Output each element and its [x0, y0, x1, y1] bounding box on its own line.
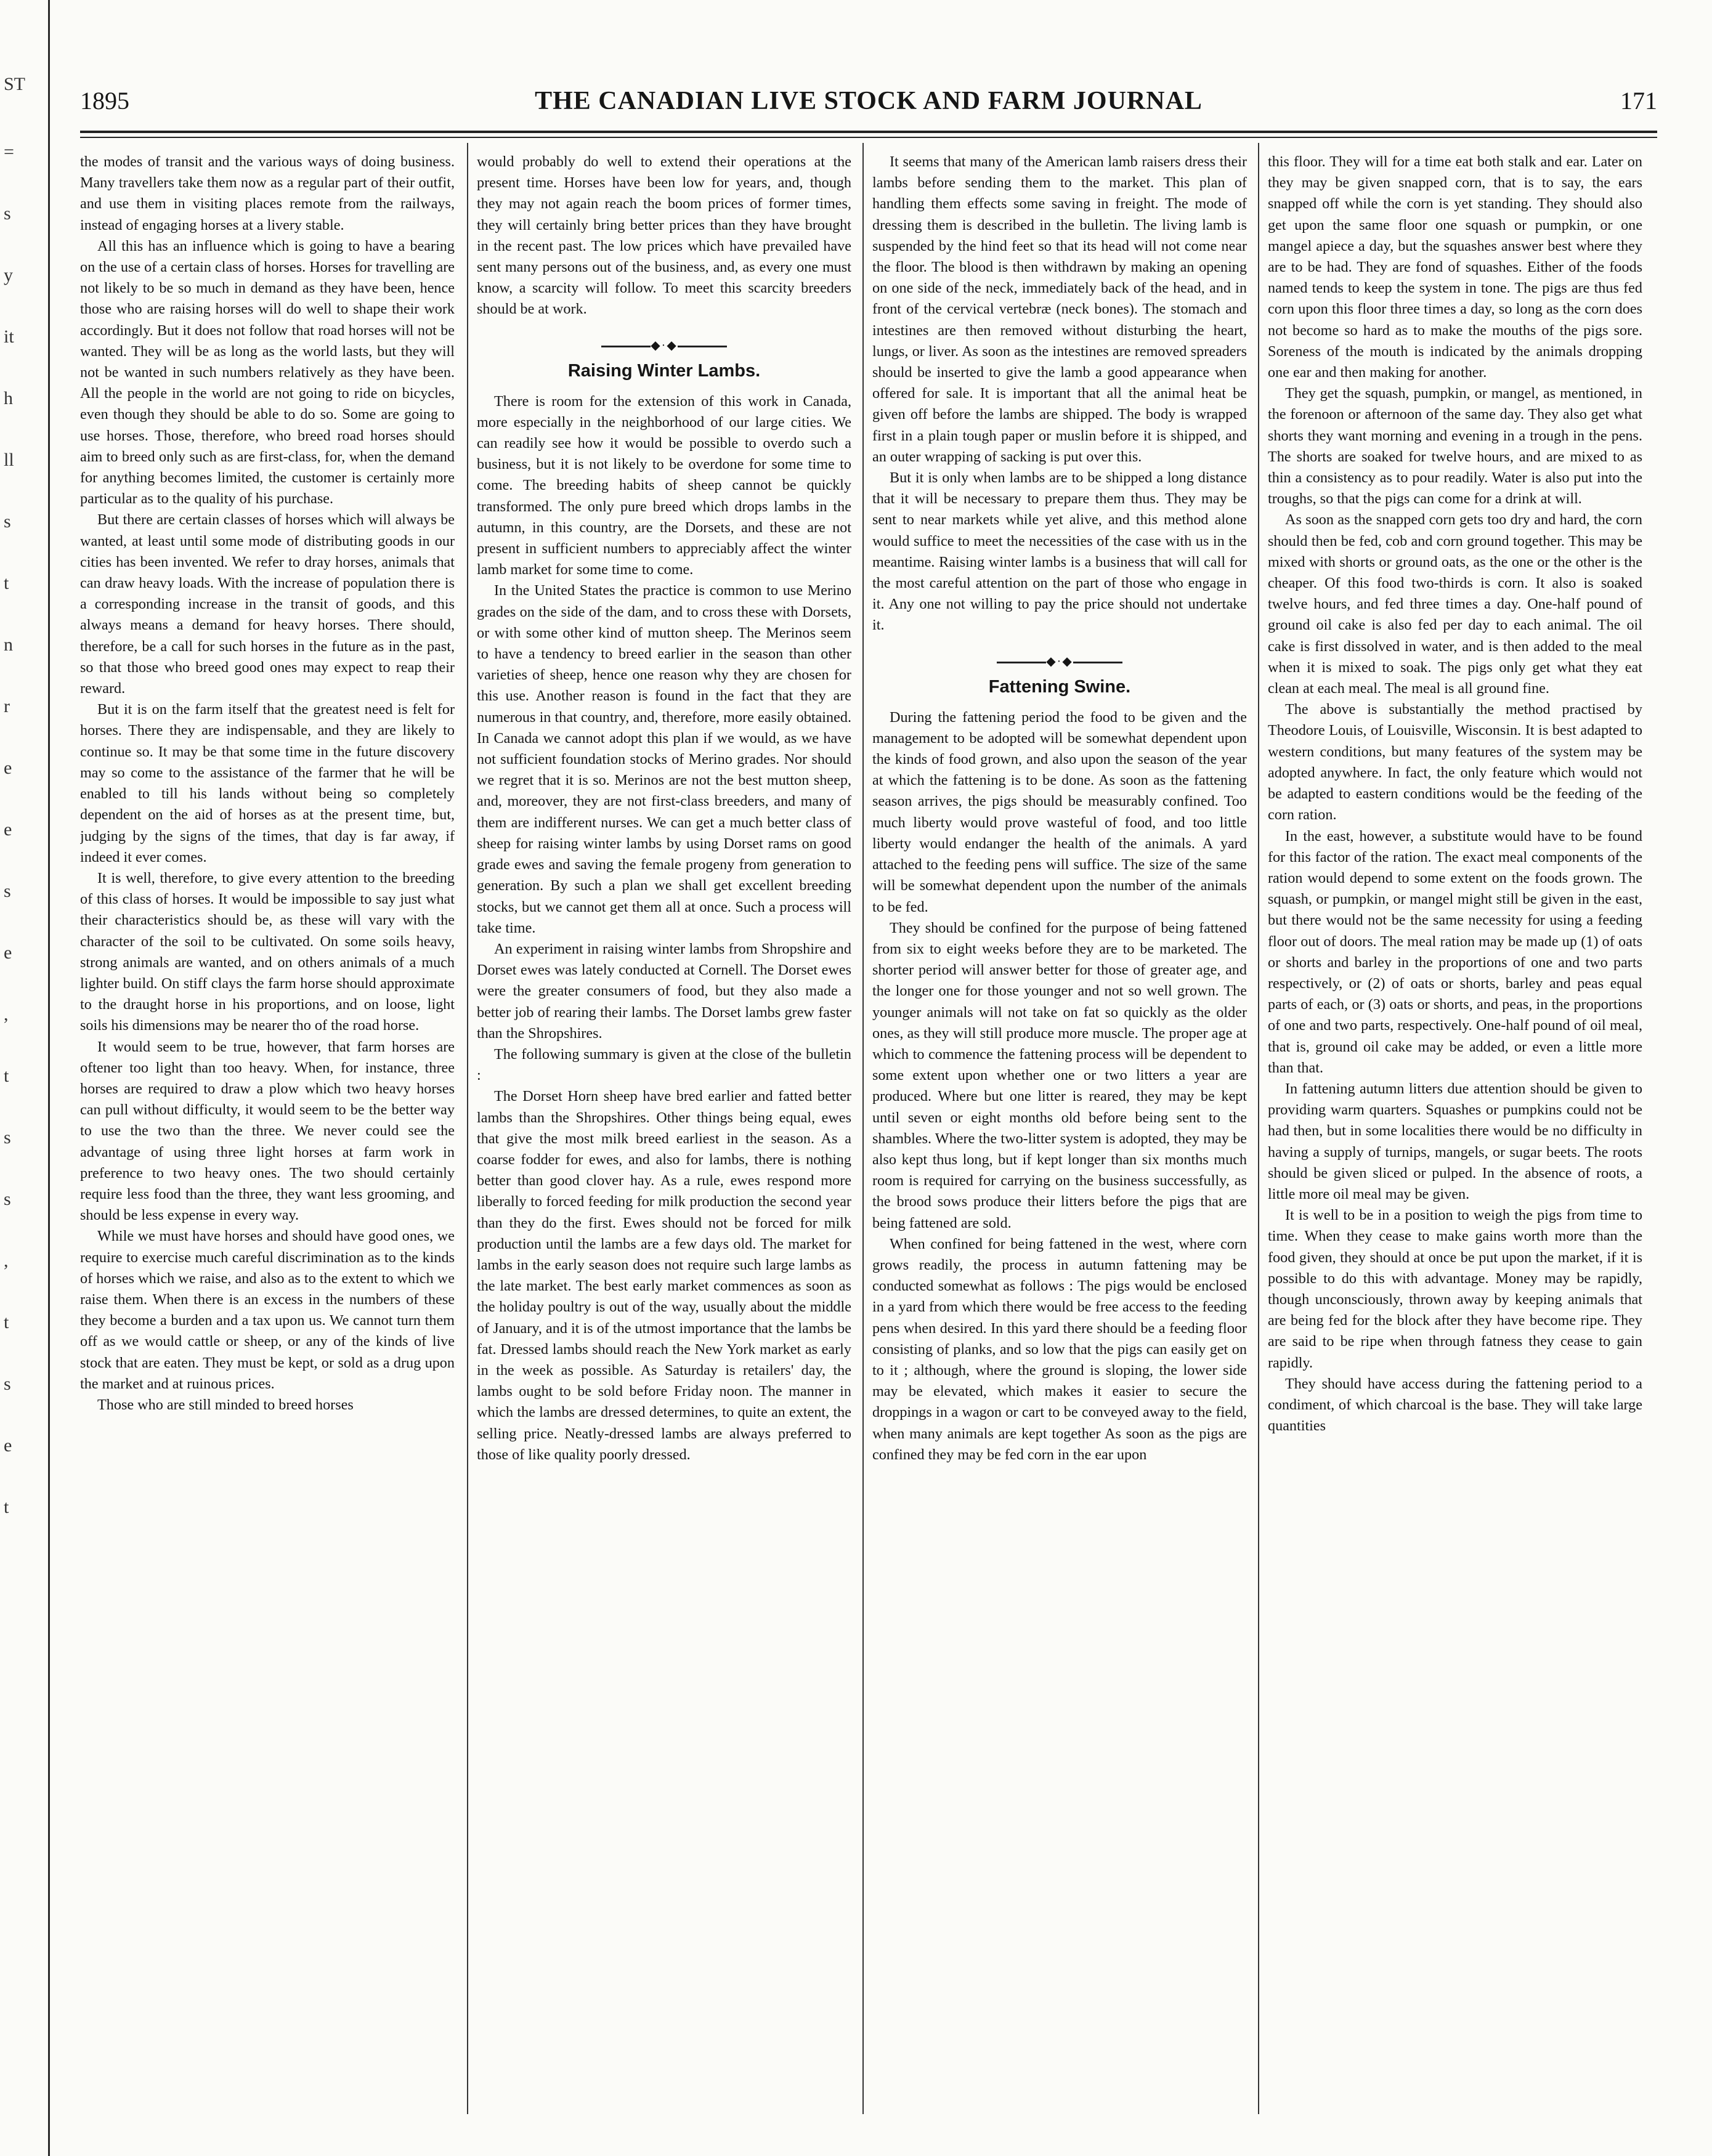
column-rule-3	[1258, 143, 1259, 2114]
paragraph: It would seem to be true, however, that farm horses are oftener too light than too heavy. When, for instance, three horses are required to draw a plow which two heavy horses can pull without difficulty, it would seem to be the better way to use the two than the three. We never could see the advantage of using three light horses at farm work in preference to two heavy ones. The two should certainly require less food than the three, they want less grooming, and should be less expense in every way.	[80, 1038, 455, 1224]
paragraph: They get the squash, pumpkin, or mangel, as mentioned, in the forenoon or afternoon of the same day. They also get what shorts they want morning and evening in a trough in the pens. The shorts are soaked for twelve hours, and are mixed to as thin a consistency as to pour readily. Water is also put into the troughs, so that the pigs can come for a drink at will.	[1268, 385, 1642, 508]
column-rule-1	[467, 143, 468, 2114]
column-4	[1268, 152, 1642, 2110]
paragraph: It is well, therefore, to give every attention to the breeding of this class of horses. It would be impossible to say just what their characteristics should be, as these will vary with the character of the soil to be cultivated. On some soils heavy, strong animals are wanted, and on others animals of a much lighter build. On stiff clays the farm horse should approximate to the draught horse in his proportions, and on loose, light soils his dimensions may be nearer tho of the road horse.	[80, 869, 455, 1034]
margin-fragment: =	[4, 142, 14, 162]
paragraph: While we must have horses and should have good ones, we require to exercise much careful discrimination as to the kinds of horses which we raise, and also as to the extent to which we raise them. When there is an excess in the numbers of these they become a burden and a tax upon us. We cannot turn them off as we would cattle or sheep, or any of the kinds of live stock that are eaten. They must be kept, or sold as a drug upon the market and at ruinous prices.	[80, 1228, 455, 1392]
margin-fragment: ll	[4, 450, 14, 470]
paragraph: In fattening autumn litters due attention should be given to providing warm quarters. Squashes or pumpkins could not be had then, but in some localities there would be no difficulty in having a supply of turnips, mangels, or sugar beets. The roots should be given sliced or pulped. In the absence of roots, a little more oil meal may be given.	[1268, 1080, 1642, 1202]
paragraph: Those who are still minded to breed horses	[97, 1396, 354, 1413]
section-ornament: ◆·◆	[872, 655, 1247, 668]
left-margin-strip	[0, 74, 37, 2107]
paragraph: It seems that many of the American lamb raisers dress their lambs before sending them to the market. This plan of handling them effects some saving in freight. The mode of dressing them is described in the bulletin. The living lamb is suspended by the hind feet so that its head will not come near the floor. The blood is then withdrawn by making an opening on one side of the neck, immediately back of the head, and in front of the cervical vertebræ (neck bones). The stomach and intestines are then removed without disturbing the heart, lungs, or liver. As soon as the intestines are removed spreaders should be inserted to give the lamb a good appearance when offered for sale. It is important that all the animal heat be given off before the lambs are shipped. The body is wrapped first in a plain tough paper or muslin before it is shipped, and an outer wrapping of sacking is put over this.	[872, 153, 1247, 465]
margin-fragment: t	[4, 1312, 9, 1332]
margin-fragment: s	[4, 881, 11, 901]
margin-fragment: e	[4, 819, 12, 840]
paragraph: When confined for being fattened in the west, where corn grows readily, the process in autumn fattening may be conducted somewhat as follows : The pigs would be enclosed in a yard from which there would be free access to the feeding pens when desired. In this yard there should be a feeding floor consisting of planks, and so low that the pigs can easily get on to it ; although, where the ground is sloping, the lower side may be elevated, which makes it easier to secure the droppings in a wagon or cart to be conveyed away to the field, when many animals are kept together As soon as the pigs are confined they may be fed corn in the ear upon	[872, 1235, 1247, 1463]
paragraph: In the east, however, a substitute would have to be found for this factor of the ration. The exact meal components of the ration would depend to some extent on the foods grown. The squash, or pumpkin, or mangel might still be given in the east, but there would not be the same necessity for using a feeding floor out of doors. The meal ration may be made up (1) of oats or shorts and barley in the proportions of one and two parts respectively, or (2) of oats or shorts, barley and peas equal parts of each, or (3) oats or shorts, and peas, in the proportions of one and two parts, respectively. One-half pound of oil meal, that is, ground oil cake may be added, or even a little more than that.	[1268, 827, 1642, 1076]
journal-title: THE CANADIAN LIVE STOCK AND FARM JOURNAL	[535, 87, 1203, 115]
column-3	[872, 152, 1247, 2110]
paragraph: As soon as the snapped corn gets too dry and hard, the corn should then be fed, cob and corn ground together. This may be mixed with shorts or ground oats, as the one or the other is the cheaper. Of this food two-thirds is corn. It also is soaked twelve hours, and fed three times a day. One-half pound of ground oil cake is also fed per day to each animal. The oil cake is first dissolved in water, and is then added to the meal when it is mixed to soak. The pigs only get what they eat clean at each meal. The meal is all ground fine.	[1268, 511, 1642, 697]
paragraph: There is room for the extension of this work in Canada, more especially in the neighborhood of our large cities. We can readily see how it would be possible to overdo such a business, but it is not likely to be overdone for some time to come. The breeding habits of sheep cannot be quickly transformed. The only pure breed which drops lambs in the autumn, in this country, are the Dorsets, and these are not present in sufficient numbers to appreciably affect the winter lamb market for some time to come.	[477, 392, 851, 578]
margin-fragment: s	[4, 1189, 11, 1209]
margin-fragment: e	[4, 1435, 12, 1456]
column-1	[80, 152, 455, 2110]
paragraph: An experiment in raising winter lambs from Shropshire and Dorset ewes was lately conducted at Cornell. The Dorset ewes were the greater consumers of food, but they also made a better job of rearing their lambs. The Dorset lambs grew faster than the Shropshires.	[477, 940, 851, 1042]
margin-fragment: n	[4, 634, 13, 655]
margin-fragment: s	[4, 1127, 11, 1148]
margin-fragment: s	[4, 1374, 11, 1394]
page-number: 171	[1620, 87, 1657, 115]
margin-fragment: t	[4, 1497, 9, 1517]
margin-fragment: ST	[4, 74, 26, 94]
section-heading: Raising Winter Lambs.	[567, 360, 761, 381]
header-year: 1895	[80, 87, 129, 115]
paragraph: They should be confined for the purpose of being fattened from six to eight weeks before they are to be marketed. The shorter period will answer better for those of greater age, and the longer one for those younger and not so well grown. The younger animals will not take on fat so quickly as the older ones, as they will still produce more muscle. The proper age at which to commence the fattening process will be dependent to some extent upon whether one or two litters a year are produced. Where but one litter is reared, they may be kept until seven or eight months old before being sent to the shambles. Where the two-litter system is adopted, they may be also kept thus long, but if kept longer than six months much room is required for carrying on the business successfully, as the brood sows produce their litters before the pigs that are being fattened are sold.	[872, 919, 1247, 1231]
paragraph: But it is on the farm itself that the greatest need is felt for horses. There they are indispensable, and they are likely to continue so. It may be that some time in the future discovery may so come to the assistance of the farmer that he will be enabled to till his lands without being so completely dependent on the aid of horses as at the present time, but, judging by the signs of the times, that day is far away, if indeed it ever comes.	[80, 701, 455, 865]
paragraph: During the fattening period the food to be given and the management to be adopted will be somewhat dependent upon the kinds of food grown, and also upon the season of the year at which the fattening is to be done. As soon as the fattening season arrives, the pigs should be measurably confined. Too much liberty would prove wasteful of food, and too little liberty would endanger the health of the animals. A yard attached to the feeding pens will suffice. The size of the same will be somewhat dependent upon the number of the animals to be fed.	[872, 708, 1247, 915]
paragraph: They should have access during the fattening period to a condiment, of which charcoal is the base. They will take large quantities	[1268, 1375, 1642, 1435]
column-2	[477, 152, 851, 2110]
paragraph: In the United States the practice is common to use Merino grades on the side of the dam, and to cross these with Dorsets, or with some other kind of mutton sheep. The Merinos seem to have a tendency to breed earlier in the season than other varieties of sheep, hence one reason why they are chosen for this use. Another reason is found in the fact that they are numerous in that country, and, therefore, more easily obtained. In Canada we cannot adopt this plan if we would, as we have not sufficient foundation stocks of Merino grades. Nor should we regret that it is so. Merinos are not the best mutton sheep, and, moreover, they are not first-class breeders, and many of them are indifferent nurses. We can get a much better class of sheep for raising winter lambs by using Dorset rams on good grade ewes and saving the female progeny from generation to generation. By such a plan we shall get excellent breeding stocks, but we cannot get them all at once. Such a process will take time.	[477, 582, 851, 936]
margin-fragment: y	[4, 265, 13, 285]
paragraph: the modes of transit and the various ways of doing business. Many travellers take them now as a regular part of their outfit, and use them in visiting places remote from the railways, instead of engaging horses at a livery stable.	[80, 153, 455, 233]
margin-fragment: s	[4, 203, 11, 224]
margin-fragment: e	[4, 758, 12, 778]
margin-fragment: it	[4, 326, 14, 347]
margin-fragment: r	[4, 696, 10, 716]
paragraph: All this has an influence which is going to have a bearing on the use of a certain class of horses. Horses for travelling are not likely to be so much in demand as they have been, hence those who are raising horses will do well to shape their work accordingly. But it does not follow that road horses will not be wanted. They will be as long as the world lasts, but they will not be wanted in such numbers relatively as they have been. All the people in the world are not going to ride on bicycles, even though they should be able to do so. Some are going to use horses. Those, therefore, who breed road horses should aim to breed only such as are first-class, for, when the demand for anything becomes limited, the customer is certainly more particular as to the quality of his purchase.	[80, 237, 455, 508]
margin-fragment: t	[4, 573, 9, 593]
paragraph: But there are certain classes of horses which will always be wanted, at least until some mode of distributing goods in our cities has been invented. We refer to dray horses, animals that can draw heavy loads. With the increase of population there is a corresponding increase in the transit of goods, and this always means a demand for heavy horses. There should, therefore, be a call for such horses in the future as in the past, so that those who breed good ones may expect to reap their reward.	[80, 511, 455, 697]
paragraph: The Dorset Horn sheep have bred earlier and fatted better lambs than the Shropshires. Other things being equal, ewes that give the most milk breed earliest in the season. As a coarse fodder for ewes, and also for lambs, there is nothing better than good clover hay. As a rule, ewes respond more liberally to forced feeding for milk production the second year than they do the first. Ewes should not be forced for milk production until the lambs are a few days old. The market for lambs in the early season does not require such large lambs as the late market. The best early market commences as soon as the holiday poultry is out of the way, usually about the middle of January, and it is of the utmost importance that the lambs be fat. Dressed lambs should reach the New York market as early in the week as possible. As Saturday is retailers' day, the lambs ought to be sold before Friday noon. The manner in which the lambs are dressed determines, to quite an extent, the selling price. Neatly-dressed lambs are always preferred to those of like quality poorly dressed.	[477, 1088, 851, 1463]
page-header	[80, 86, 1657, 123]
margin-fragment: e	[4, 942, 12, 963]
section-heading: Fattening Swine.	[988, 676, 1131, 697]
margin-fragment: t	[4, 1066, 9, 1086]
header-rule-bottom	[80, 137, 1657, 138]
margin-fragment: ,	[4, 1250, 9, 1271]
paragraph: would probably do well to extend their operations at the present time. Horses have been low for years, and, though they may not again reach the boom prices of former times, they will certainly bring better prices than they have brought in the recent past. The low prices which have prevailed have sent many persons out of the business, and, as every one must know, a scarcity will follow. To meet this scarcity breeders should be at work.	[477, 153, 851, 318]
section-ornament: ◆·◆	[477, 339, 851, 352]
left-margin-rule	[48, 0, 50, 2156]
paragraph: this floor. They will for a time eat both stalk and ear. Later on they may be given snapped corn, that is to say, the ears snapped off while the corn is yet standing. They should also get upon the same floor one squash or pumpkin, or one mangel apiece a day, but the squashes answer best where they are to be had. They are fond of squashes. Either of the foods named tends to keep the system in tone. The pigs are thus fed corn upon this floor three times a day, so long as the corn does not become so hard as to make the mouths of the pigs sore. Soreness of the mouth is indicated by the animals dropping one ear and then making for another.	[1268, 153, 1642, 381]
margin-fragment: ,	[4, 1004, 9, 1024]
margin-fragment: h	[4, 388, 13, 408]
column-rule-2	[862, 143, 864, 2114]
header-rule-top	[80, 131, 1657, 133]
paragraph: It is well to be in a position to weigh the pigs from time to time. When they cease to make gains worth more than the food given, they should at once be put upon the market, if it is possible to do this with advantage. Money may be rapidly, though unconsciously, thrown away by keeping animals that are being fed for the block after they have become ripe. They are said to be ripe when through fatness they cease to gain rapidly.	[1268, 1207, 1642, 1371]
paragraph: The above is substantially the method practised by Theodore Louis, of Louisville, Wisconsin. It is best adapted to western conditions, but many features of the system may be adopted anywhere. In fact, the only feature which would not be adapted to eastern conditions would be the feeding of the corn ration.	[1268, 701, 1642, 824]
paragraph: But it is only when lambs are to be shipped a long distance that it will be necessary to prepare them thus. They may be sent to near markets while yet alive, and this method alone would suffice to meet the necessities of the case with us in the meantime. Raising winter lambs is a business that will call for the most careful attention on the part of those who engage in it. Any one not willing to pay the price should not undertake it.	[872, 469, 1247, 634]
margin-fragment: s	[4, 511, 11, 532]
paragraph: The following summary is given at the close of the bulletin :	[477, 1045, 851, 1084]
